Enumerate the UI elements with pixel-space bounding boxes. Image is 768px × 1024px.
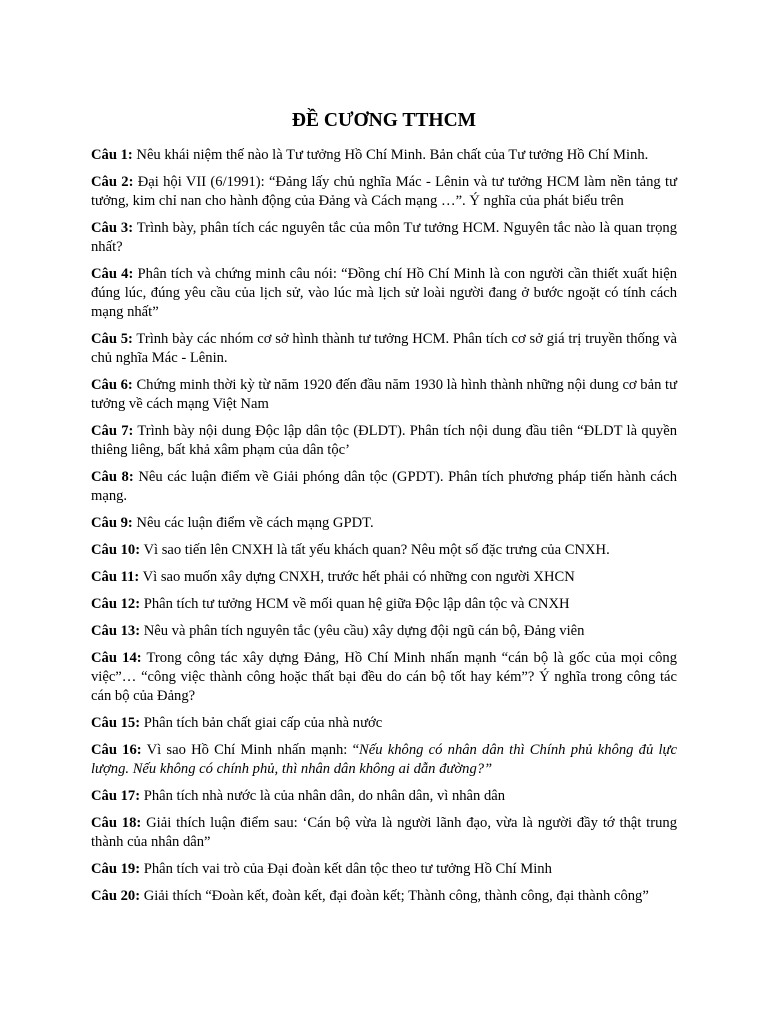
question-label: Câu 7:	[91, 423, 134, 439]
question-text: Đại hội VII (6/1991): “Đảng lấy chủ nghĩa Mác - Lênin và tư tưởng HCM làm nền tảng tư tưởng, kim chỉ nan cho hành động của Đảng và Cách mạng …”. Ý nghĩa của phát biểu trên	[91, 174, 677, 209]
question-10	[91, 541, 677, 560]
question-12	[91, 595, 677, 614]
question-label: Câu 3:	[91, 220, 134, 236]
question-14	[91, 649, 677, 706]
question-1	[91, 146, 677, 165]
question-label: Câu 13:	[91, 623, 141, 639]
question-8	[91, 468, 677, 506]
question-6	[91, 376, 677, 414]
question-13	[91, 622, 677, 641]
question-16	[91, 741, 677, 779]
question-text: Vì sao muốn xây dựng CNXH, trước hết phải có những con người XHCN	[139, 569, 575, 585]
question-text: Giải thích “Đoàn kết, đoàn kết, đại đoàn kết; Thành công, thành công, đại thành công”	[140, 888, 649, 904]
document-page	[91, 108, 677, 914]
question-label: Câu 15:	[91, 715, 141, 731]
question-text: Chứng minh thời kỳ từ năm 1920 đến đầu năm 1930 là hình thành những nội dung cơ bản tư tưởng về cách mạng Việt Nam	[91, 377, 677, 412]
question-text: Giải thích luận điểm sau: ‘Cán bộ vừa là người lãnh đạo, vừa là người đầy tớ thật trung thành của nhân dân”	[91, 815, 677, 850]
question-text: Trình bày nội dung Độc lập dân tộc (ĐLDT). Phân tích nội dung đầu tiên “ĐLDT là quyền thiêng liêng, bất khả xâm phạm của dân tộc’	[91, 423, 677, 458]
question-text: Phân tích bản chất giai cấp của nhà nước	[140, 715, 383, 731]
question-7	[91, 422, 677, 460]
question-2	[91, 173, 677, 211]
question-label: Câu 9:	[91, 515, 133, 531]
question-text: Nêu và phân tích nguyên tắc (yêu cầu) xây dựng đội ngũ cán bộ, Đảng viên	[140, 623, 585, 639]
question-label: Câu 4:	[91, 266, 134, 282]
question-label: Câu 12:	[91, 596, 141, 612]
question-text: Nêu các luận điểm về cách mạng GPDT.	[132, 515, 374, 531]
question-9	[91, 514, 677, 533]
question-17	[91, 787, 677, 806]
question-20	[91, 887, 677, 906]
question-text: Trình bày, phân tích các nguyên tắc của môn Tư tưởng HCM. Nguyên tắc nào là quan trọng nhất?	[91, 220, 677, 255]
document-title: ĐỀ CƯƠNG TTHCM	[291, 110, 477, 131]
question-quote-italic: Nếu không có nhân dân thì Chính phủ không đủ lực lượng. Nếu không có chính phủ, thì nhân dân không ai dẫn đường?”	[91, 742, 677, 777]
question-label: Câu 14:	[91, 650, 142, 666]
question-text: Phân tích tư tưởng HCM về mối quan hệ giữa Độc lập dân tộc và CNXH	[140, 596, 570, 612]
question-5	[91, 330, 677, 368]
question-18	[91, 814, 677, 852]
question-3	[91, 219, 677, 257]
question-4	[91, 265, 677, 322]
question-label: Câu 20:	[91, 888, 141, 904]
question-label: Câu 1:	[91, 147, 133, 163]
question-text: Trong công tác xây dựng Đảng, Hồ Chí Minh nhấn mạnh “cán bộ là gốc của mọi công việc”… “công việc thành công hoặc thất bại đều do cán bộ tốt hay kém”? Ý nghĩa trong công tác cán bộ của Đảng?	[91, 650, 678, 704]
question-label: Câu 2:	[91, 174, 134, 190]
question-label: Câu 8:	[91, 469, 134, 485]
question-text: Nêu các luận điểm về Giải phóng dân tộc (GPDT). Phân tích phương pháp tiến hành cách mạng.	[91, 469, 677, 504]
question-11	[91, 568, 677, 587]
question-label: Câu 18:	[91, 815, 142, 831]
question-label: Câu 5:	[91, 331, 133, 347]
question-text: Nêu khái niệm thế nào là Tư tưởng Hồ Chí Minh. Bản chất của Tư tưởng Hồ Chí Minh.	[132, 147, 649, 163]
question-text: Trình bày các nhóm cơ sở hình thành tư tưởng HCM. Phân tích cơ sở giá trị truyền thống và chủ nghĩa Mác - Lênin.	[91, 331, 677, 366]
question-label: Câu 10:	[91, 542, 141, 558]
question-19	[91, 860, 677, 879]
question-15	[91, 714, 677, 733]
question-label: Câu 17:	[91, 788, 141, 804]
question-text: Vì sao Hồ Chí Minh nhấn mạnh: “	[141, 742, 360, 758]
question-label: Câu 6:	[91, 377, 133, 393]
question-label: Câu 19:	[91, 861, 141, 877]
question-label: Câu 11:	[91, 569, 140, 585]
question-text: Vì sao tiến lên CNXH là tất yếu khách quan? Nêu một số đặc trưng của CNXH.	[140, 542, 610, 558]
question-text: Phân tích nhà nước là của nhân dân, do nhân dân, vì nhân dân	[140, 788, 506, 804]
question-text: Phân tích và chứng minh câu nói: “Đồng chí Hồ Chí Minh là con người cần thiết xuất hiện đúng lúc, đúng yêu cầu của lịch sử, vào lúc mà lịch sử loài người đang ở bước ngoặt có tính cách mạng nhất”	[91, 266, 678, 320]
question-text: Phân tích vai trò của Đại đoàn kết dân tộc theo tư tưởng Hồ Chí Minh	[140, 861, 552, 877]
question-label: Câu 16:	[91, 742, 142, 758]
